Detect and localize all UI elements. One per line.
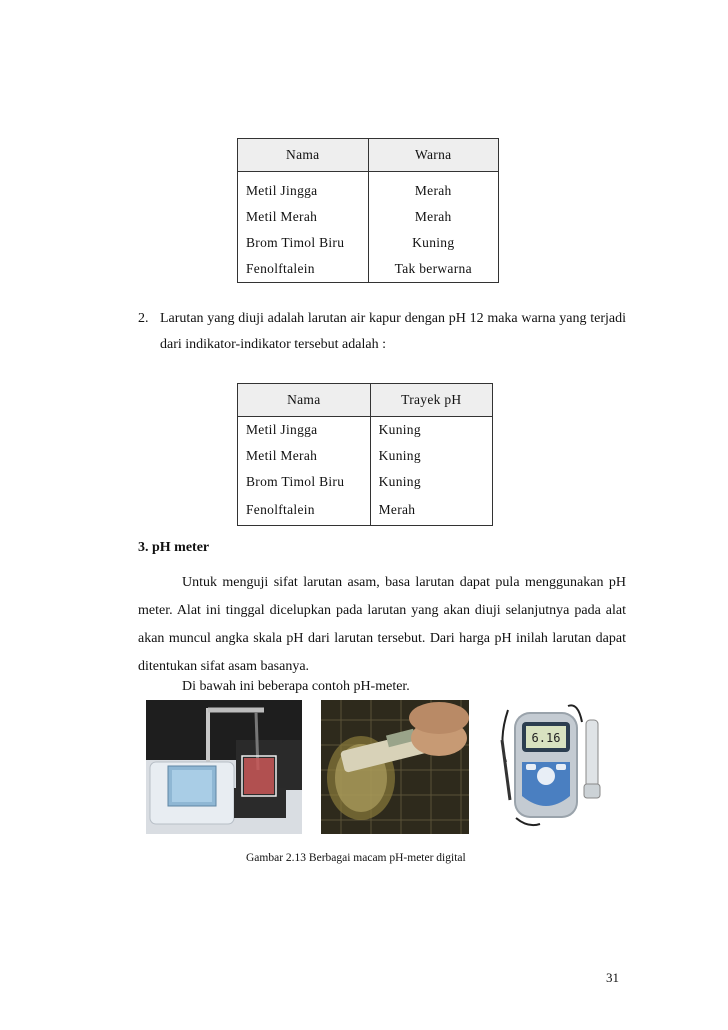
table-cell: Kuning (370, 443, 492, 469)
table-cell: Metil Merah (238, 443, 371, 469)
table-cell: Fenolftalein (238, 256, 369, 283)
table-cell: Metil Jingga (238, 178, 369, 204)
table-cell: Kuning (368, 230, 499, 256)
examples-intro: Di bawah ini beberapa contoh pH-meter. (182, 679, 410, 694)
column-header: Trayek pH (370, 384, 492, 417)
table-cell: Kuning (370, 417, 492, 444)
table-cell: Metil Merah (238, 204, 369, 230)
benchtop-ph-meter-photo (146, 700, 302, 834)
meter-display-reading: 6.16 (531, 731, 561, 745)
table-row (238, 495, 493, 526)
table-row (238, 469, 493, 495)
list-number: 2. (138, 311, 149, 326)
table-row (238, 230, 499, 256)
table-row (238, 443, 493, 469)
table-cell: Merah (368, 204, 499, 230)
table-row (238, 417, 493, 444)
column-header: Nama (238, 139, 369, 172)
column-header: Warna (368, 139, 499, 172)
table-cell: Kuning (370, 469, 492, 495)
table-header-row (238, 384, 493, 417)
list-item-text: Larutan yang diuji adalah larutan air kapur dengan pH 12 maka warna yang terjadi dari indikator-indikator tersebut adalah : (160, 311, 626, 352)
indicator-trayek-table (237, 383, 493, 526)
table-row (238, 204, 499, 230)
table-cell: Brom Timol Biru (238, 230, 369, 256)
page-number: 31 (606, 970, 619, 985)
table-cell: Merah (368, 178, 499, 204)
table-cell: Tak berwarna (368, 256, 499, 283)
indicator-color-table (237, 138, 499, 283)
table-row (238, 256, 499, 283)
handheld-ph-meter-photo (488, 700, 620, 834)
column-header: Nama (238, 384, 371, 417)
table-row (238, 178, 499, 204)
table-cell: Brom Timol Biru (238, 469, 371, 495)
figure-caption: Gambar 2.13 Berbagai macam pH-meter digital (246, 852, 466, 864)
table-cell: Metil Jingga (238, 417, 371, 444)
table-cell: Merah (370, 495, 492, 526)
table-cell: Fenolftalein (238, 495, 371, 526)
section-paragraph: Untuk menguji sifat larutan asam, basa larutan dapat pula menggunakan pH meter. Alat ini tinggal dicelupkan pada larutan yang akan diuji selanjutnya pada alat akan muncul angka skala pH dari larutan tersebut. Dari harga pH inilah larutan dapat ditentukan sifat asam basanya. (138, 575, 626, 674)
pocket-ph-tester-photo (321, 700, 469, 834)
table-header-row (238, 139, 499, 172)
section-heading: 3. pH meter (138, 540, 210, 555)
